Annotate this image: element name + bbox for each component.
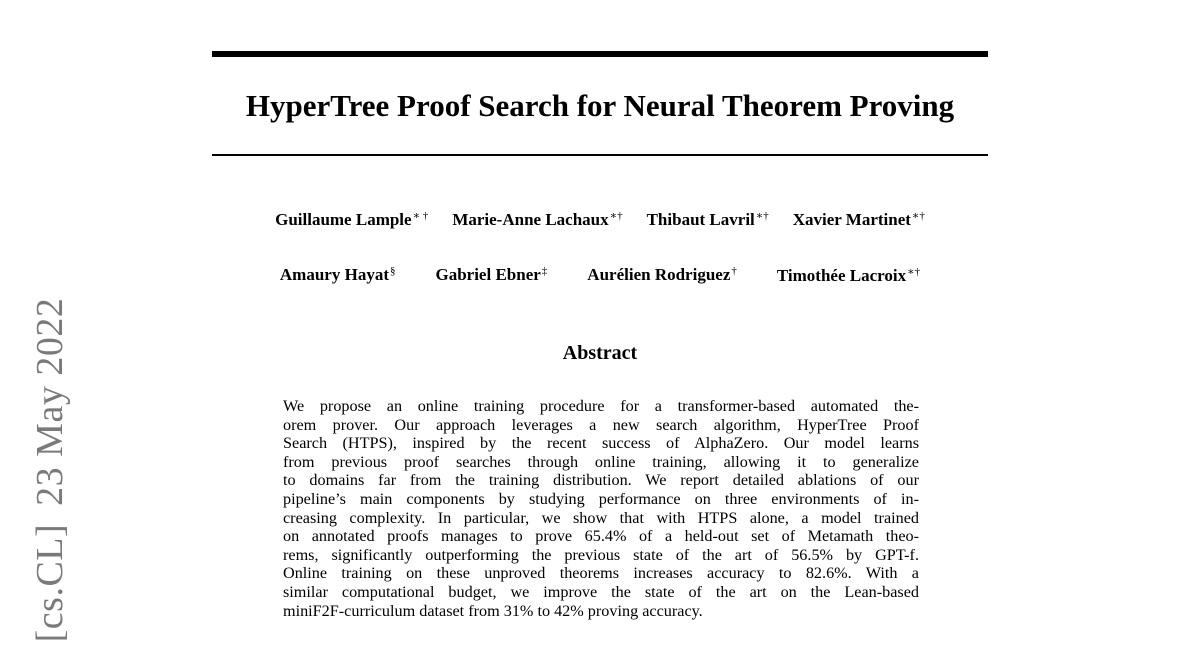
author-affiliation-marks: ∗† xyxy=(907,266,921,278)
arxiv-category: [cs.CL] xyxy=(29,523,71,643)
title-bottom-rule xyxy=(212,154,988,156)
abstract-heading: Abstract xyxy=(562,342,638,364)
author-name: Thibaut Lavril xyxy=(646,210,755,229)
author-name: Amaury Hayat xyxy=(279,265,389,284)
author xyxy=(280,265,396,286)
abstract-line: rems, significantly outperforming the previous state of the art of 56.5% by GPT-f. xyxy=(283,545,919,564)
abstract-line: Search (HTPS), inspired by the recent success of AlphaZero. Our model learns xyxy=(283,434,919,453)
author-name: Aurélien Rodriguez xyxy=(587,265,731,284)
author-affiliation-marks: ∗† xyxy=(755,210,769,222)
author-name: Guillaume Lample xyxy=(275,210,412,229)
author xyxy=(647,209,769,230)
author-affiliation-marks: † xyxy=(731,265,737,277)
author-affiliation-marks: § xyxy=(389,265,396,277)
abstract-line: creasing complexity. In particular, we show that with HTPS alone, a model trained xyxy=(283,508,919,527)
abstract-line: orem prover. Our approach leverages a new search algorithm, HyperTree Proof xyxy=(283,415,919,434)
author-affiliation-marks: ∗ † xyxy=(412,210,429,222)
abstract-line: pipeline’s main components by studying performance on three environments of in- xyxy=(283,489,919,508)
abstract-line: miniF2F-curriculum dataset from 31% to 42% proving accuracy. xyxy=(283,601,703,620)
author-affiliation-marks: ∗† xyxy=(911,210,925,222)
author xyxy=(777,265,920,286)
author-name: Marie-Anne Lachaux xyxy=(452,210,609,229)
author-affiliation-marks: ∗† xyxy=(609,210,623,222)
author xyxy=(435,265,547,286)
arxiv-date: 23 May 2022 xyxy=(29,297,71,506)
author-name: Xavier Martinet xyxy=(792,210,911,229)
abstract-line: similar computational budget, we improve the state of the art on the Lean-based xyxy=(283,582,919,601)
author-name: Timothée Lacroix xyxy=(776,266,907,285)
abstract-line: on annotated proofs manages to prove 65.4% of a held-out set of Metamath theo- xyxy=(283,527,919,546)
paper-title: HyperTree Proof Search for Neural Theorem Proving xyxy=(245,88,955,123)
abstract-line: from previous proof searches through online training, allowing it to generalize xyxy=(283,452,919,471)
author-row-1 xyxy=(212,209,988,230)
author xyxy=(275,209,428,230)
author-name: Gabriel Ebner xyxy=(435,265,541,284)
author-row-2 xyxy=(212,265,988,286)
author xyxy=(452,209,622,230)
abstract-line: Online training on these unproved theorems increases accuracy to 82.6%. With a xyxy=(283,564,919,583)
title-top-rule xyxy=(212,51,988,57)
abstract-line: to domains far from the training distribution. We report detailed ablations of our xyxy=(283,471,919,490)
arxiv-sidebar-stamp xyxy=(28,298,72,643)
abstract-line: We propose an online training procedure for a transformer-based automated the- xyxy=(283,397,919,415)
abstract-body xyxy=(283,397,919,620)
author xyxy=(793,209,925,230)
author-affiliation-marks: ‡ xyxy=(541,265,548,277)
author xyxy=(587,265,737,286)
